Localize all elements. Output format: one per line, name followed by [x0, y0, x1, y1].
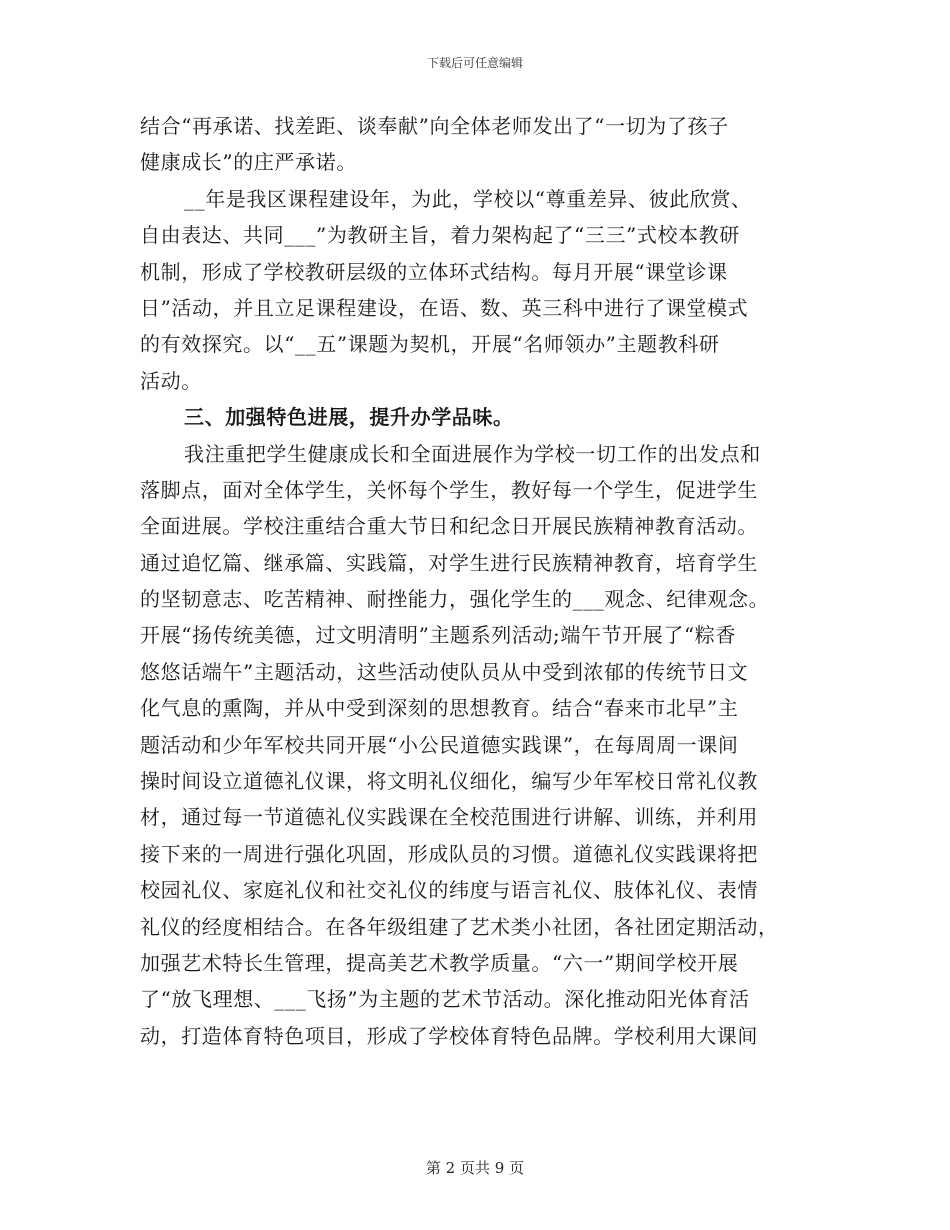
page-number: 第 2 页共 9 页 — [425, 1159, 525, 1177]
text-line: 我注重把学生健康成长和全面进展作为学校一切工作的出发点和 — [184, 441, 761, 466]
text-line: 结合“再承诺、找差距、谈奉献”向全体老师发出了“一切为了孩子 — [140, 114, 729, 138]
section-heading: 三、加强特色进展，提升办学品味。 — [184, 405, 514, 430]
text-line: 悠悠话端午”主题活动，这些活动使队员从中受到浓郁的传统节日文 — [140, 659, 749, 684]
text-line: 礼仪的经度相结合。在各年级组建了艺术类小社团，各社团定期活动， — [140, 914, 779, 939]
text-line: 落脚点，面对全体学生，关怀每个学生，教好每一个学生，促进学生 — [140, 477, 758, 502]
text-line: 机制，形成了学校教研层级的立体环式结构。每月开展“课堂诊课 — [140, 259, 728, 284]
text-line: 材，通过每一节道德礼仪实践课在全校范围进行讲解、训练，并利用 — [140, 805, 758, 830]
text-line: __年是我区课程建设年，为此，学校以“尊重差异、彼此欣赏、 — [184, 186, 752, 211]
document-body — [140, 108, 830, 1054]
text-line: 全面进展。学校注重结合重大节日和纪念日开展民族精神教育活动。 — [140, 514, 758, 539]
text-line: 题活动和少年军校共同开展“小公民道德实践课”，在每周周一课间 — [140, 732, 739, 757]
text-line: 校园礼仪、家庭礼仪和社交礼仪的纬度与语言礼仪、肢体礼仪、表情 — [140, 878, 758, 903]
text-line: 操时间设立道德礼仪课，将文明礼仪细化，编写少年军校日常礼仪教 — [140, 769, 758, 794]
text-line: 接下来的一周进行强化巩固，形成队员的习惯。道德礼仪实践课将把 — [140, 841, 758, 866]
header-note: 下载后可任意编辑 — [426, 56, 523, 70]
text-line: 日”活动，并且立足课程建设，在语、数、英三科中进行了课堂模式 — [140, 295, 749, 320]
text-line: 活动。 — [140, 368, 202, 393]
text-line: 的坚韧意志、吃苦精神、耐挫能力，强化学生的___观念、纪律观念。 — [140, 587, 770, 612]
text-line: 化气息的熏陶，并从中受到深刻的思想教育。结合“春来市北早”主 — [140, 696, 739, 721]
text-line: 加强艺术特长生管理，提高美艺术教学质量。“六一”期间学校开展 — [140, 950, 739, 975]
text-line: 自由表达、共同___”为教研主旨，着力架构起了“三三”式校本教研 — [140, 223, 740, 248]
text-line: 了“放飞理想、___飞扬”为主题的艺术节活动。深化推动阳光体育活 — [140, 987, 750, 1012]
text-line: 动，打造体育特色项目，形成了学校体育特色品牌。学校利用大课间 — [140, 1023, 758, 1048]
text-line: 通过追忆篇、继承篇、实践篇，对学生进行民族精神教育，培育学生 — [140, 550, 758, 575]
text-line: 开展“扬传统美德，过文明清明”主题系列活动;端午节开展了“粽香 — [140, 623, 737, 648]
text-line: 的有效探究。以“__五”课题为契机，开展“名师领办”主题教科研 — [140, 332, 720, 357]
text-line: 健康成长”的庄严承诺。 — [140, 150, 357, 175]
